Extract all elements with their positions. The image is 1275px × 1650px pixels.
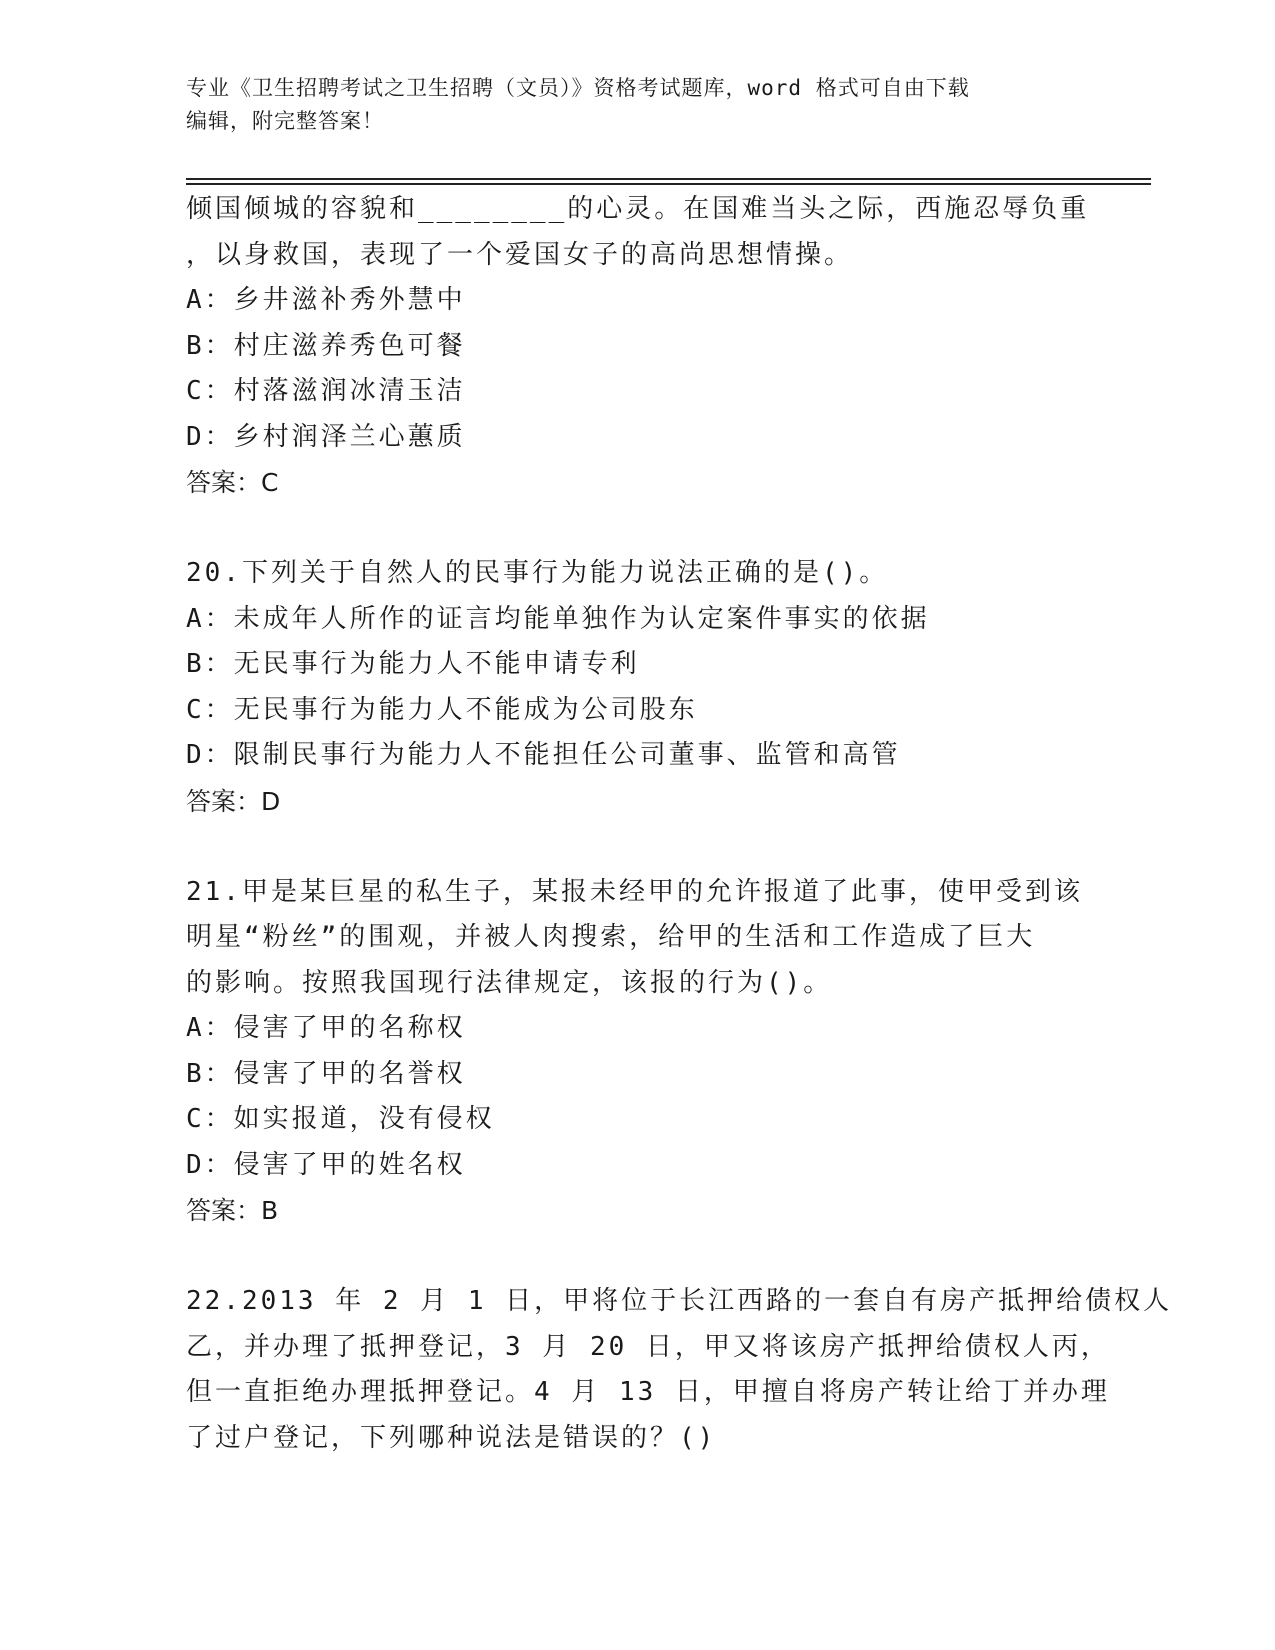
option-a: A：乡井滋补秀外慧中 — [186, 285, 466, 315]
option-d: D：侵害了甲的姓名权 — [186, 1149, 466, 1180]
option-b: B：村庄滋养秀色可餐 — [186, 330, 466, 361]
question-gap — [186, 1234, 1116, 1280]
question-stem-line: 21.甲是某巨星的私生子，某报未经甲的允许报道了此事，使甲受到该 — [186, 876, 1083, 907]
header-rule-bottom — [186, 183, 1151, 185]
question-gap — [186, 506, 1116, 552]
question-stem-line: 22.2013 年 2 月 1 日，甲将位于长江西路的一套自有房产抵押给债权人 — [186, 1286, 1173, 1316]
question-gap — [186, 824, 1116, 870]
question-stem-line: 明星“粉丝”的围观，并被人肉搜索，给甲的生活和工作造成了巨大 — [186, 922, 1036, 952]
question-list — [186, 187, 1173, 1461]
option-a: A：侵害了甲的名称权 — [186, 1013, 466, 1043]
question-stem-line: 20.下列关于自然人的民事行为能力说法正确的是()。 — [186, 558, 889, 588]
option-d: D：限制民事行为能力人不能担任公司董事、监管和高管 — [186, 740, 901, 770]
header-line-2: 编辑，附完整答案！ — [186, 109, 384, 133]
question-stem-line: 了过户登记，下列哪种说法是错误的？() — [186, 1422, 717, 1453]
header-line-1: 专业《卫生招聘考试之卫生招聘（文员）》资格考试题库，word 格式可自由下载 — [186, 76, 970, 100]
answer-label: 答案：C — [186, 468, 279, 497]
option-c: C：村落滋润冰清玉洁 — [186, 376, 466, 406]
document-header — [186, 72, 1066, 138]
question-stem-line: 倾国倾城的容貌和________的心灵。在国难当头之际，西施忍辱负重 — [186, 194, 1090, 224]
option-c: C：无民事行为能力人不能成为公司股东 — [186, 694, 698, 725]
option-c: C：如实报道，没有侵权 — [186, 1104, 495, 1134]
header-rule-top — [186, 178, 1151, 180]
answer-label: 答案：B — [186, 1196, 279, 1225]
question-22 — [186, 1279, 1173, 1461]
option-b: B：无民事行为能力人不能申请专利 — [186, 649, 640, 679]
question-stem-line: 但一直拒绝办理抵押登记。4 月 13 日，甲擅自将房产转让给丁并办理 — [186, 1377, 1110, 1407]
question-stem-line: 的影响。按照我国现行法律规定，该报的行为()。 — [186, 967, 833, 998]
option-b: B：侵害了甲的名誉权 — [186, 1058, 466, 1089]
question-21 — [186, 870, 1116, 1234]
answer-label: 答案：D — [186, 786, 281, 816]
question-19 — [186, 187, 1116, 506]
question-stem-line: 乙，并办理了抵押登记，3 月 20 日，甲又将该房产抵押给债权人丙， — [186, 1331, 1110, 1362]
option-a: A：未成年人所作的证言均能单独作为认定案件事实的依据 — [186, 603, 930, 634]
question-20 — [186, 551, 1116, 824]
question-stem-line: ，以身救国，表现了一个爱国女子的高尚思想情操。 — [186, 239, 854, 270]
option-d: D：乡村润泽兰心蕙质 — [186, 421, 466, 452]
